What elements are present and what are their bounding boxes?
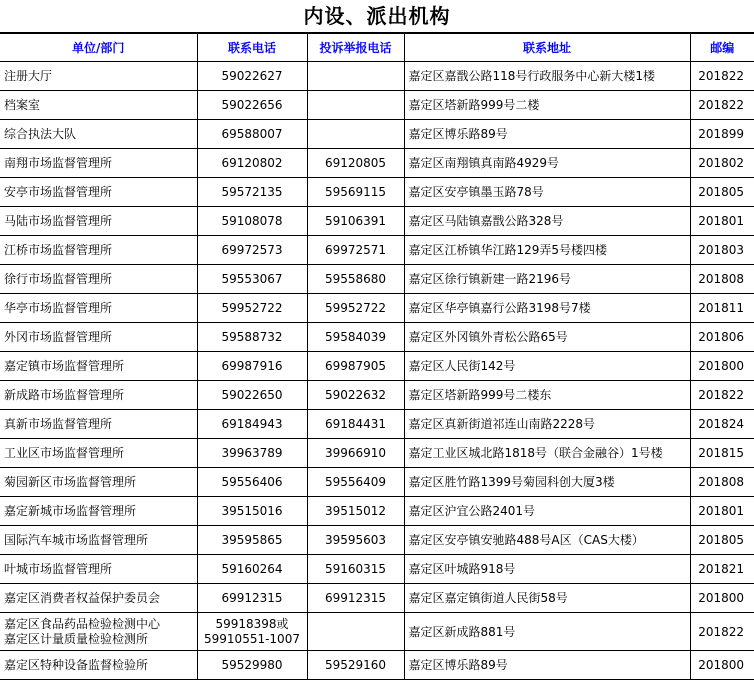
unit-cell: 外冈市场监督管理所	[0, 323, 197, 352]
table-row	[0, 584, 754, 613]
table-row	[0, 526, 754, 555]
complaint-phone-cell	[307, 91, 404, 120]
header-zip: 邮编	[690, 34, 754, 62]
phone-line: 59910551-1007	[204, 631, 300, 646]
complaint-phone-cell: 59952722	[307, 294, 404, 323]
table-row	[0, 178, 754, 207]
address-cell: 嘉定区华亭镇嘉行公路3198号7楼	[404, 294, 690, 323]
complaint-phone-cell: 59558680	[307, 265, 404, 294]
unit-cell: 嘉定镇市场监督管理所	[0, 352, 197, 381]
zip-cell: 201808	[690, 265, 754, 294]
address-cell: 嘉定区徐行镇新建一路2196号	[404, 265, 690, 294]
complaint-phone-cell: 69972571	[307, 236, 404, 265]
unit-cell: 华亭市场监督管理所	[0, 294, 197, 323]
phone-cell: 39963789	[197, 439, 307, 468]
zip-cell: 201803	[690, 236, 754, 265]
table-row	[0, 323, 754, 352]
zip-cell: 201805	[690, 526, 754, 555]
complaint-phone-cell: 59529160	[307, 651, 404, 680]
phone-cell: 59529980	[197, 651, 307, 680]
complaint-phone-cell: 59022632	[307, 381, 404, 410]
unit-cell: 嘉定区特种设备监督检验所	[0, 651, 197, 680]
table-row	[0, 381, 754, 410]
phone-cell: 59572135	[197, 178, 307, 207]
phone-cell: 59952722	[197, 294, 307, 323]
zip-cell: 201822	[690, 381, 754, 410]
complaint-phone-cell: 59556409	[307, 468, 404, 497]
unit-cell: 叶城市场监督管理所	[0, 555, 197, 584]
zip-cell: 201822	[690, 62, 754, 91]
complaint-phone-cell: 59106391	[307, 207, 404, 236]
phone-cell: 59160264	[197, 555, 307, 584]
table-row	[0, 207, 754, 236]
complaint-phone-cell	[307, 613, 404, 651]
table-header-row	[0, 34, 754, 62]
header-complaint-phone: 投诉举报电话	[307, 34, 404, 62]
address-cell: 嘉定工业区城北路1818号（联合金融谷）1号楼	[404, 439, 690, 468]
zip-cell: 201824	[690, 410, 754, 439]
phone-cell: 39595865	[197, 526, 307, 555]
address-cell: 嘉定区人民街142号	[404, 352, 690, 381]
address-cell: 嘉定区安亭镇安驰路488号A区（CAS大楼）	[404, 526, 690, 555]
zip-cell: 201805	[690, 178, 754, 207]
complaint-phone-cell: 59569115	[307, 178, 404, 207]
complaint-phone-cell: 39966910	[307, 439, 404, 468]
address-cell: 嘉定区博乐路89号	[404, 120, 690, 149]
address-cell: 嘉定区嘉定镇街道人民街58号	[404, 584, 690, 613]
table-row	[0, 651, 754, 680]
phone-cell: 59556406	[197, 468, 307, 497]
unit-cell: 江桥市场监督管理所	[0, 236, 197, 265]
address-cell: 嘉定区沪宜公路2401号	[404, 497, 690, 526]
zip-cell: 201800	[690, 651, 754, 680]
complaint-phone-cell: 59584039	[307, 323, 404, 352]
zip-cell: 201822	[690, 91, 754, 120]
address-cell: 嘉定区真新街道祁连山南路2228号	[404, 410, 690, 439]
table-row	[0, 497, 754, 526]
complaint-phone-cell: 39595603	[307, 526, 404, 555]
table-row	[0, 62, 754, 91]
unit-line: 嘉定区食品药品检验检测中心	[4, 616, 161, 631]
table-row	[0, 149, 754, 178]
phone-cell	[197, 613, 307, 651]
complaint-phone-cell: 69120805	[307, 149, 404, 178]
table-row	[0, 294, 754, 323]
table-row	[0, 236, 754, 265]
address-cell: 嘉定区江桥镇华江路129弄5号楼四楼	[404, 236, 690, 265]
phone-cell: 69120802	[197, 149, 307, 178]
table-row	[0, 120, 754, 149]
unit-cell: 南翔市场监督管理所	[0, 149, 197, 178]
complaint-phone-cell: 69987905	[307, 352, 404, 381]
zip-cell: 201800	[690, 352, 754, 381]
phone-cell: 59553067	[197, 265, 307, 294]
table-row	[0, 555, 754, 584]
zip-cell: 201800	[690, 584, 754, 613]
complaint-phone-cell	[307, 120, 404, 149]
zip-cell: 201811	[690, 294, 754, 323]
address-cell: 嘉定区叶城路918号	[404, 555, 690, 584]
complaint-phone-cell	[307, 62, 404, 91]
header-unit: 单位/部门	[0, 34, 197, 62]
zip-cell: 201821	[690, 555, 754, 584]
header-address: 联系地址	[404, 34, 690, 62]
zip-cell: 201822	[690, 613, 754, 651]
unit-cell: 菊园新区市场监督管理所	[0, 468, 197, 497]
unit-cell: 注册大厅	[0, 62, 197, 91]
address-cell: 嘉定区塔新路999号二楼东	[404, 381, 690, 410]
table-row	[0, 439, 754, 468]
address-cell: 嘉定区胜竹路1399号菊园科创大厦3楼	[404, 468, 690, 497]
complaint-phone-cell: 39515012	[307, 497, 404, 526]
unit-cell: 徐行市场监督管理所	[0, 265, 197, 294]
address-cell: 嘉定区塔新路999号二楼	[404, 91, 690, 120]
zip-cell: 201806	[690, 323, 754, 352]
unit-cell: 马陆市场监督管理所	[0, 207, 197, 236]
phone-cell: 69588007	[197, 120, 307, 149]
address-cell: 嘉定区外冈镇外青松公路65号	[404, 323, 690, 352]
header-phone: 联系电话	[197, 34, 307, 62]
institutions-table	[0, 33, 754, 680]
unit-cell: 工业区市场监督管理所	[0, 439, 197, 468]
unit-cell: 嘉定区消费者权益保护委员会	[0, 584, 197, 613]
unit-cell: 新成路市场监督管理所	[0, 381, 197, 410]
unit-cell: 嘉定新城市场监督管理所	[0, 497, 197, 526]
unit-line: 嘉定区计量质量检验检测所	[4, 631, 149, 646]
unit-cell: 真新市场监督管理所	[0, 410, 197, 439]
zip-cell: 201808	[690, 468, 754, 497]
phone-line: 59918398或	[215, 616, 289, 631]
phone-cell: 69987916	[197, 352, 307, 381]
unit-cell: 安亭市场监督管理所	[0, 178, 197, 207]
address-cell: 嘉定区安亭镇墨玉路78号	[404, 178, 690, 207]
phone-cell: 69184943	[197, 410, 307, 439]
zip-cell: 201801	[690, 207, 754, 236]
table-row	[0, 91, 754, 120]
address-cell: 嘉定区南翔镇真南路4929号	[404, 149, 690, 178]
unit-cell	[0, 613, 197, 651]
unit-cell: 国际汽车城市场监督管理所	[0, 526, 197, 555]
address-cell: 嘉定区新成路881号	[404, 613, 690, 651]
zip-cell: 201899	[690, 120, 754, 149]
complaint-phone-cell: 69184431	[307, 410, 404, 439]
table-row	[0, 265, 754, 294]
phone-cell: 59022650	[197, 381, 307, 410]
zip-cell: 201801	[690, 497, 754, 526]
address-cell: 嘉定区博乐路89号	[404, 651, 690, 680]
phone-cell: 69912315	[197, 584, 307, 613]
page-title: 内设、派出机构	[0, 0, 754, 33]
table-row	[0, 410, 754, 439]
unit-cell: 综合执法大队	[0, 120, 197, 149]
phone-cell: 59588732	[197, 323, 307, 352]
phone-cell: 59022656	[197, 91, 307, 120]
unit-cell: 档案室	[0, 91, 197, 120]
phone-cell: 39515016	[197, 497, 307, 526]
table-row	[0, 468, 754, 497]
phone-cell: 59108078	[197, 207, 307, 236]
table-row	[0, 352, 754, 381]
phone-cell: 69972573	[197, 236, 307, 265]
table-row	[0, 613, 754, 651]
complaint-phone-cell: 59160315	[307, 555, 404, 584]
zip-cell: 201802	[690, 149, 754, 178]
zip-cell: 201815	[690, 439, 754, 468]
complaint-phone-cell: 69912315	[307, 584, 404, 613]
address-cell: 嘉定区马陆镇嘉戬公路328号	[404, 207, 690, 236]
phone-cell: 59022627	[197, 62, 307, 91]
address-cell: 嘉定区嘉戬公路118号行政服务中心新大楼1楼	[404, 62, 690, 91]
